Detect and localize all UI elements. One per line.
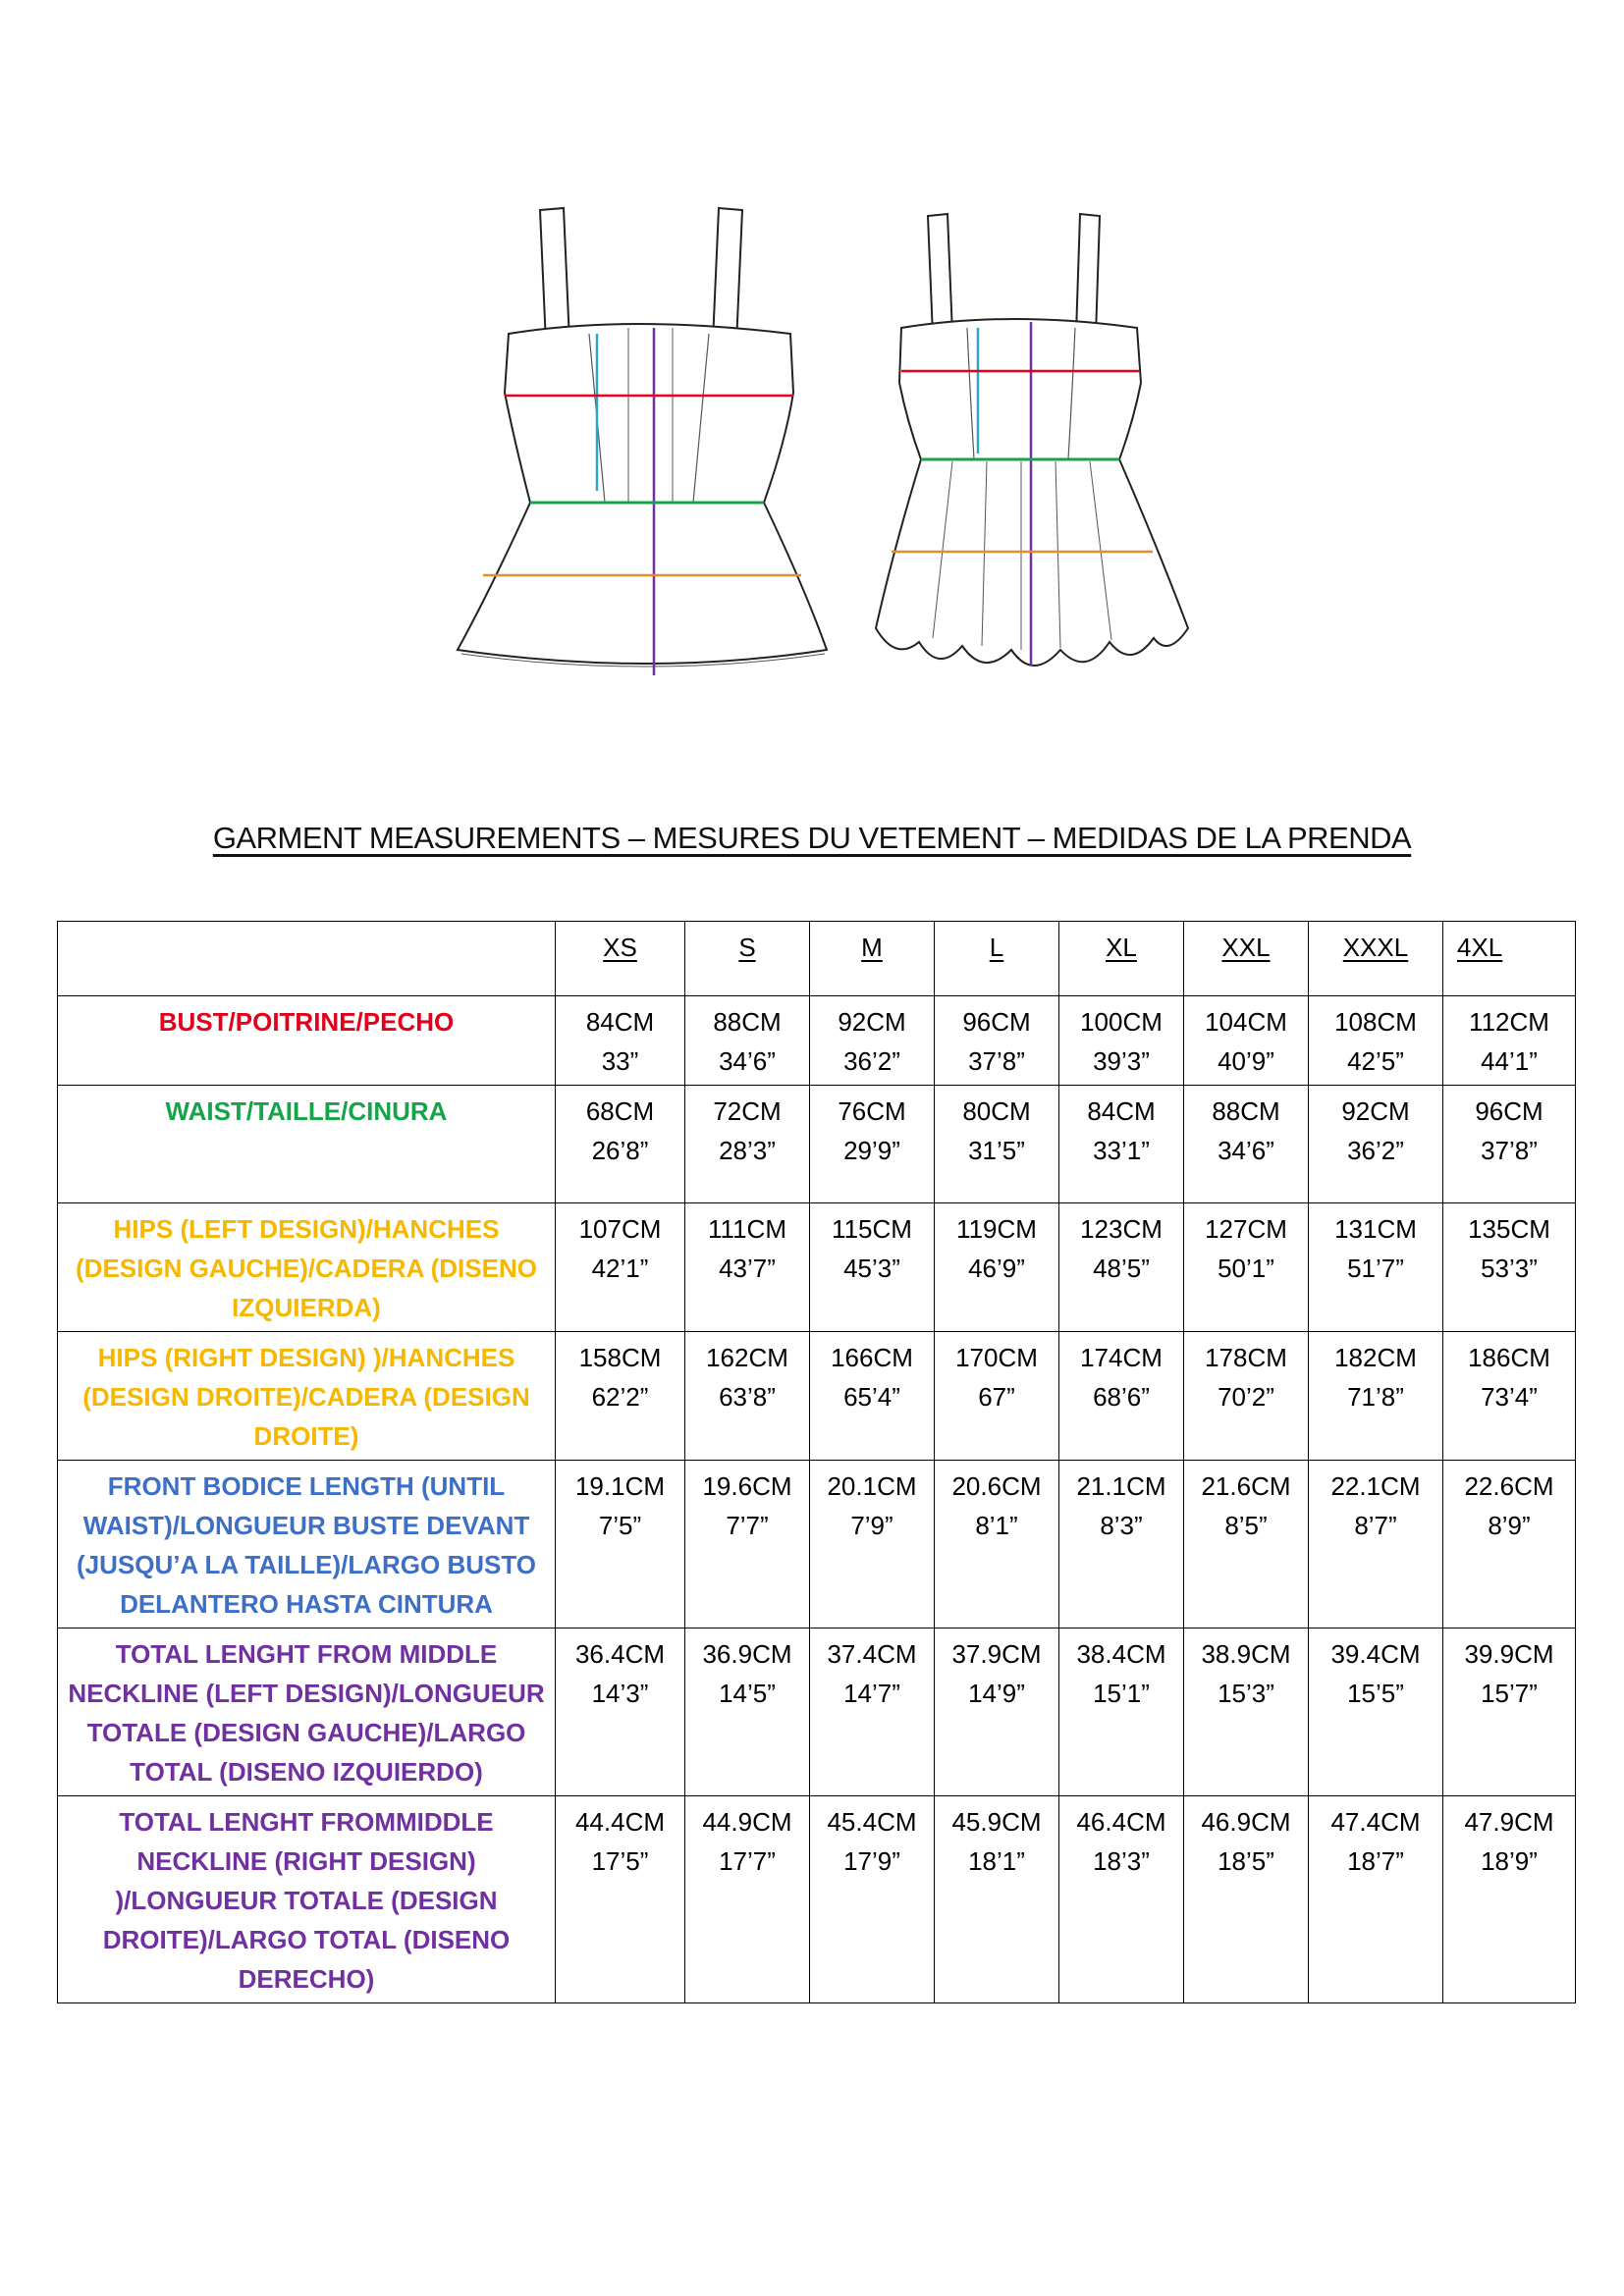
value-cm: 162CM xyxy=(706,1343,788,1372)
value-cm: 46.4CM xyxy=(1076,1807,1166,1837)
measurement-value-cell xyxy=(685,1629,810,1796)
size-header: S xyxy=(685,922,810,996)
left-peplum xyxy=(458,503,827,664)
size-header: M xyxy=(810,922,935,996)
right-strap-left xyxy=(928,214,952,336)
value-inch: 8’5” xyxy=(1224,1511,1268,1540)
value-cm: 166CM xyxy=(831,1343,913,1372)
value-cm: 21.1CM xyxy=(1076,1471,1166,1501)
value-inch: 18’7” xyxy=(1347,1846,1404,1876)
measurement-value-cell xyxy=(1309,1796,1443,2003)
value-inch: 8’3” xyxy=(1100,1511,1143,1540)
value-cm: 47.9CM xyxy=(1464,1807,1554,1837)
value-cm: 119CM xyxy=(956,1214,1037,1244)
measurement-value-cell xyxy=(1059,1086,1184,1203)
value-inch: 17’7” xyxy=(719,1846,776,1876)
measurement-value-cell xyxy=(1443,996,1576,1086)
measurement-value-cell xyxy=(556,1461,685,1629)
value-cm: 123CM xyxy=(1080,1214,1163,1244)
value-cm: 36.4CM xyxy=(574,1639,666,1669)
value-cm: 178CM xyxy=(1205,1343,1287,1372)
value-cm: 36.9CM xyxy=(702,1639,792,1669)
measurement-row xyxy=(58,1203,1576,1332)
value-inch: 37’8” xyxy=(968,1046,1025,1076)
value-cm: 170CM xyxy=(955,1343,1038,1372)
value-cm: 84CM xyxy=(1087,1096,1156,1126)
value-cm: 92CM xyxy=(1341,1096,1410,1126)
value-inch: 68’6” xyxy=(1093,1382,1150,1412)
measurement-value-cell xyxy=(810,1796,935,2003)
value-inch: 63’8” xyxy=(719,1382,776,1412)
measurement-value-cell xyxy=(1059,1203,1184,1332)
value-inch: 34’6” xyxy=(1218,1136,1274,1165)
measurement-label: TOTAL LENGHT FROMMIDDLE NECKLINE (RIGHT DESIGN) )/LONGUEUR TOTALE (DESIGN DROITE)/LARGO TOTAL (DISENO DERECHO) xyxy=(58,1796,556,2003)
measurement-label: HIPS (LEFT DESIGN)/HANCHES (DESIGN GAUCHE)/CADERA (DISENO IZQUIERDA) xyxy=(58,1203,556,1332)
value-inch: 18’1” xyxy=(968,1846,1025,1876)
size-header: 4XL xyxy=(1443,922,1576,996)
value-cm: 131CM xyxy=(1334,1214,1417,1244)
left-strap-left xyxy=(540,208,569,344)
measurement-value-cell xyxy=(935,1203,1059,1332)
value-cm: 88CM xyxy=(713,1007,782,1037)
value-cm: 19.6CM xyxy=(702,1471,792,1501)
measurement-value-cell xyxy=(685,996,810,1086)
size-header: XXL xyxy=(1184,922,1309,996)
value-cm: 100CM xyxy=(1080,1007,1163,1037)
measurement-value-cell xyxy=(556,1796,685,2003)
value-inch: 28’3” xyxy=(719,1136,776,1165)
left-bodice xyxy=(505,324,793,503)
measurement-value-cell xyxy=(685,1796,810,2003)
value-inch: 15’1” xyxy=(1093,1679,1150,1708)
measurement-value-cell xyxy=(1443,1461,1576,1629)
value-inch: 29’9” xyxy=(843,1136,900,1165)
value-cm: 108CM xyxy=(1334,1007,1417,1037)
value-cm: 19.1CM xyxy=(574,1471,666,1501)
value-inch: 26’8” xyxy=(591,1136,649,1165)
measurements-table xyxy=(57,921,1576,2003)
measurement-value-cell xyxy=(935,996,1059,1086)
value-inch: 36’2” xyxy=(1347,1136,1404,1165)
measurement-label: BUST/POITRINE/PECHO xyxy=(58,996,556,1086)
measurement-label: TOTAL LENGHT FROM MIDDLE NECKLINE (LEFT DESIGN)/LONGUEUR TOTALE (DESIGN GAUCHE)/LARGO TOTAL (DISENO IZQUIERDO) xyxy=(58,1629,556,1796)
value-cm: 96CM xyxy=(1475,1096,1543,1126)
measurement-value-cell xyxy=(1309,1461,1443,1629)
value-inch: 7’9” xyxy=(850,1511,893,1540)
measurement-value-cell xyxy=(685,1203,810,1332)
measurement-label: WAIST/TAILLE/CINURA xyxy=(58,1086,556,1203)
value-cm: 135CM xyxy=(1468,1214,1550,1244)
value-inch: 7’5” xyxy=(598,1511,642,1540)
value-cm: 115CM xyxy=(832,1214,912,1244)
measurement-value-cell xyxy=(685,1332,810,1461)
measurement-label: FRONT BODICE LENGTH (UNTIL WAIST)/LONGUEUR BUSTE DEVANT (JUSQU’A LA TAILLE)/LARGO BUSTO DELANTERO HASTA CINTURA xyxy=(58,1461,556,1629)
measurement-value-cell xyxy=(1184,1203,1309,1332)
value-cm: 80CM xyxy=(962,1096,1031,1126)
value-cm: 21.6CM xyxy=(1201,1471,1291,1501)
value-cm: 112CM xyxy=(1469,1007,1549,1037)
value-inch: 18’3” xyxy=(1093,1846,1150,1876)
value-inch: 14’7” xyxy=(843,1679,900,1708)
value-inch: 7’7” xyxy=(726,1511,769,1540)
measurement-value-cell xyxy=(1309,1629,1443,1796)
value-cm: 72CM xyxy=(713,1096,782,1126)
size-header: XXXL xyxy=(1309,922,1443,996)
value-inch: 15’3” xyxy=(1218,1679,1274,1708)
value-inch: 14’3” xyxy=(591,1679,649,1708)
measurement-value-cell xyxy=(1443,1332,1576,1461)
value-inch: 15’5” xyxy=(1347,1679,1404,1708)
value-inch: 8’1” xyxy=(975,1511,1018,1540)
measurement-value-cell xyxy=(935,1332,1059,1461)
measurement-row xyxy=(58,1461,1576,1629)
value-inch: 70’2” xyxy=(1218,1382,1274,1412)
measurement-value-cell xyxy=(1443,1796,1576,2003)
size-header-row xyxy=(58,922,1576,996)
value-inch: 36’2” xyxy=(843,1046,900,1076)
value-cm: 44.4CM xyxy=(574,1807,666,1837)
value-inch: 43’7” xyxy=(719,1254,776,1283)
value-cm: 174CM xyxy=(1080,1343,1163,1372)
value-inch: 14’9” xyxy=(968,1679,1025,1708)
measurements-title xyxy=(0,821,1624,856)
value-cm: 111CM xyxy=(708,1214,786,1244)
measurement-row xyxy=(58,1629,1576,1796)
measurement-value-cell xyxy=(556,1086,685,1203)
value-inch: 37’8” xyxy=(1481,1136,1538,1165)
value-cm: 88CM xyxy=(1212,1096,1280,1126)
measurement-value-cell xyxy=(1309,1332,1443,1461)
value-cm: 104CM xyxy=(1205,1007,1287,1037)
value-inch: 39’3” xyxy=(1093,1046,1150,1076)
measurement-value-cell xyxy=(1184,1796,1309,2003)
measurement-row xyxy=(58,1332,1576,1461)
value-cm: 45.9CM xyxy=(951,1807,1042,1837)
measurement-value-cell xyxy=(556,1332,685,1461)
value-inch: 17’5” xyxy=(591,1846,649,1876)
value-inch: 8’9” xyxy=(1488,1511,1531,1540)
corner-cell xyxy=(58,922,556,996)
value-cm: 20.6CM xyxy=(951,1471,1042,1501)
left-design-sketch xyxy=(458,208,827,667)
measurement-value-cell xyxy=(1059,1629,1184,1796)
value-cm: 37.4CM xyxy=(827,1639,917,1669)
measurement-value-cell xyxy=(935,1461,1059,1629)
measurement-value-cell xyxy=(935,1086,1059,1203)
measurement-value-cell xyxy=(1309,1086,1443,1203)
measurement-value-cell xyxy=(1059,996,1184,1086)
value-inch: 44’1” xyxy=(1481,1046,1538,1076)
measurement-value-cell xyxy=(1184,996,1309,1086)
size-header: XL xyxy=(1059,922,1184,996)
value-cm: 182CM xyxy=(1334,1343,1417,1372)
value-inch: 33” xyxy=(601,1046,639,1076)
measurement-value-cell xyxy=(810,1332,935,1461)
measurement-row xyxy=(58,1086,1576,1203)
value-cm: 39.9CM xyxy=(1464,1639,1554,1669)
value-inch: 17’9” xyxy=(843,1846,900,1876)
value-cm: 127CM xyxy=(1205,1214,1287,1244)
measurement-value-cell xyxy=(1184,1629,1309,1796)
value-cm: 68CM xyxy=(585,1096,655,1126)
measurement-value-cell xyxy=(1059,1461,1184,1629)
value-cm: 46.9CM xyxy=(1201,1807,1291,1837)
measurement-value-cell xyxy=(1309,1203,1443,1332)
left-strap-right xyxy=(713,208,742,344)
value-inch: 42’5” xyxy=(1347,1046,1404,1076)
measurement-value-cell xyxy=(1184,1332,1309,1461)
value-inch: 33’1” xyxy=(1093,1136,1150,1165)
value-cm: 158CM xyxy=(578,1343,662,1372)
measurement-value-cell xyxy=(935,1629,1059,1796)
value-cm: 84CM xyxy=(585,1007,655,1037)
measurement-value-cell xyxy=(935,1796,1059,2003)
value-inch: 18’9” xyxy=(1481,1846,1538,1876)
value-inch: 51’7” xyxy=(1347,1254,1404,1283)
value-cm: 38.4CM xyxy=(1076,1639,1166,1669)
measurement-value-cell xyxy=(1059,1796,1184,2003)
value-inch: 42’1” xyxy=(591,1254,649,1283)
measurement-value-cell xyxy=(556,1203,685,1332)
value-cm: 107CM xyxy=(578,1214,662,1244)
measurement-value-cell xyxy=(810,1086,935,1203)
value-cm: 20.1CM xyxy=(827,1471,917,1501)
value-inch: 8’7” xyxy=(1354,1511,1397,1540)
right-bodice xyxy=(899,319,1141,459)
value-cm: 39.4CM xyxy=(1330,1639,1421,1669)
value-cm: 37.9CM xyxy=(951,1639,1042,1669)
measurement-row xyxy=(58,1796,1576,2003)
value-inch: 15’7” xyxy=(1481,1679,1538,1708)
value-inch: 73’4” xyxy=(1481,1382,1538,1412)
value-inch: 62’2” xyxy=(591,1382,649,1412)
value-inch: 50’1” xyxy=(1218,1254,1274,1283)
value-cm: 186CM xyxy=(1468,1343,1550,1372)
value-inch: 40’9” xyxy=(1218,1046,1274,1076)
garment-sketches xyxy=(432,196,1198,707)
value-cm: 45.4CM xyxy=(827,1807,917,1837)
value-inch: 14’5” xyxy=(719,1679,776,1708)
value-cm: 92CM xyxy=(838,1007,906,1037)
measurement-value-cell xyxy=(556,1629,685,1796)
value-inch: 31’5” xyxy=(968,1136,1025,1165)
value-cm: 44.9CM xyxy=(702,1807,792,1837)
value-inch: 18’5” xyxy=(1218,1846,1274,1876)
value-inch: 53’3” xyxy=(1481,1254,1538,1283)
value-inch: 34’6” xyxy=(719,1046,776,1076)
measurement-value-cell xyxy=(1059,1332,1184,1461)
value-cm: 22.1CM xyxy=(1330,1471,1421,1501)
value-inch: 46’9” xyxy=(968,1254,1025,1283)
measurement-value-cell xyxy=(685,1086,810,1203)
value-inch: 65’4” xyxy=(843,1382,900,1412)
measurement-value-cell xyxy=(1443,1629,1576,1796)
measurement-label: HIPS (RIGHT DESIGN) )/HANCHES (DESIGN DROITE)/CADERA (DESIGN DROITE) xyxy=(58,1332,556,1461)
value-inch: 45’3” xyxy=(843,1254,900,1283)
value-inch: 48’5” xyxy=(1093,1254,1150,1283)
value-cm: 38.9CM xyxy=(1201,1639,1291,1669)
measurement-row xyxy=(58,996,1576,1086)
value-cm: 47.4CM xyxy=(1330,1807,1421,1837)
right-strap-right xyxy=(1076,214,1100,336)
measurement-value-cell xyxy=(556,996,685,1086)
value-inch: 71’8” xyxy=(1347,1382,1404,1412)
measurement-value-cell xyxy=(1184,1461,1309,1629)
measurement-value-cell xyxy=(685,1461,810,1629)
value-inch: 67” xyxy=(978,1382,1015,1412)
measurement-value-cell xyxy=(1443,1203,1576,1332)
measurement-value-cell xyxy=(810,1461,935,1629)
measurement-value-cell xyxy=(810,996,935,1086)
measurement-value-cell xyxy=(810,1203,935,1332)
size-header: XS xyxy=(556,922,685,996)
measurements-title-text: GARMENT MEASUREMENTS – MESURES DU VETEMENT – MEDIDAS DE LA PRENDA xyxy=(212,821,1412,855)
value-cm: 76CM xyxy=(838,1096,906,1126)
measurement-value-cell xyxy=(1443,1086,1576,1203)
value-cm: 96CM xyxy=(962,1007,1031,1037)
measurement-value-cell xyxy=(1309,996,1443,1086)
measurement-value-cell xyxy=(1184,1086,1309,1203)
value-cm: 22.6CM xyxy=(1464,1471,1554,1501)
size-header: L xyxy=(935,922,1059,996)
measurement-value-cell xyxy=(810,1629,935,1796)
